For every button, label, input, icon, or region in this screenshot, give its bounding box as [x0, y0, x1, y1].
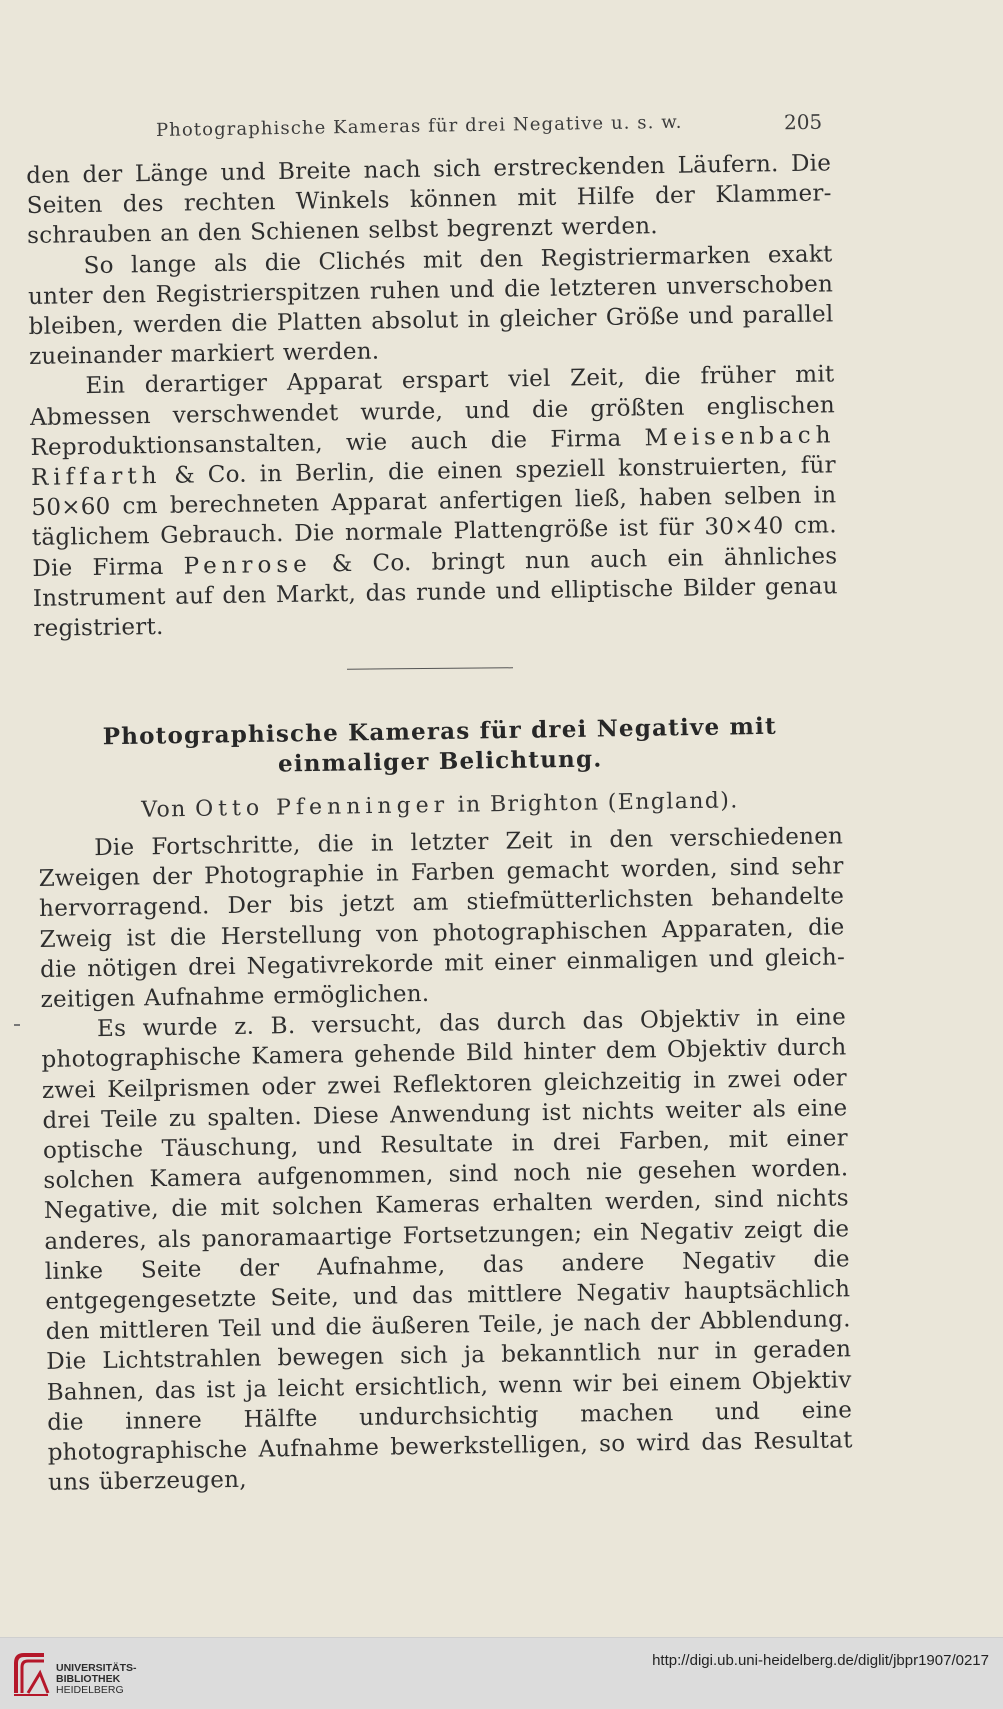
margin-mark [14, 1024, 20, 1026]
logo-text-line-1: UNIVERSITÄTS- [56, 1662, 137, 1674]
article-title: Photographische Kameras für drei Negative mit einmaliger Belichtung. [102, 712, 778, 778]
page-number: 205 [783, 109, 823, 135]
paragraph-3-text-c: & Co. bringt nun auch ein ähnliches Instrument auf den Markt, das runde und elliptische Bilder genau registriert. [32, 542, 838, 642]
article-paragraph-2: Es wurde z. B. versucht, das durch das Objektiv in eine photographische Kamera gehende Bild hinter dem Objektiv durch zwei Keilprismen oder zwei Reflektoren gleichzeitig in zwei oder drei Teile zu spalten. Diese Anwendung ist nichts weiter als eine optische Täuschung, und Resultate in drei Farben, mit einer solchen Kamera aufgenommen, sind noch nie gesehen worden. Negative, die mit solchen Kameras erhalten werden, sind nichts anderes, als panoramaartige Fortsetzungen; ein Negativ zeigt die linke Seite der Aufnahme, das andere Negativ die entgegengesetzte Seite, und das mittlere Negativ hauptsächlich den mittleren Teil und die äußeren Teile, je nach der Abblendung. Die Lichtstrahlen bewegen sich ja bekanntlich nur in geraden Bahnen, das ist ja leicht ersichtlich, wenn wir bei einem Objektiv die innere Hälfte undurchsichtig machen und eine photographische Aufnahme bewerkstelligen, so wird das Resultat uns überzeugen, [41, 1004, 853, 1497]
paragraph-3-text-b: & Co. in Berlin, die einen speziell konstruierten, für 50×60 cm berechneten Apparat anfertigen ließ, haben selben in täglichem Gebrauch. Die normale Plattengröße ist für 30×40 cm. Die Firma [31, 452, 838, 582]
source-url-link[interactable]: http://digi.ub.uni-heidelberg.de/diglit/jbpr1907/0217 [652, 1652, 989, 1669]
footer-bar [0, 1637, 1003, 1709]
section-divider [347, 667, 513, 669]
paragraph-3-text-a: Ein derartiger Apparat erspart viel Zeit, die früher mit Abmessen verschwendet wurde, und die größten englischen Reproduktionsanstalten, wie auch die Firma [29, 361, 836, 461]
article-paragraph-1: Die Fortschritte, die in letzter Zeit in den verschiedenen Zweigen der Photographie in Farben gemacht worden, sind sehr hervorragend. Der bis jetzt am stiefmütterlichsten behandelte Zweig ist die Herstellung von photographischen Apparaten, die die nötigen drei Negativrekorde mit einer einmaligen und gleich-zeitigen Aufnahme ermöglichen. [38, 823, 846, 1013]
paragraph-2: So lange als die Clichés mit den Registriermarken exakt unter den Registrierspitzen ruhen und die letzteren unverschoben bleiben, werden die Platten absolut in gleicher Größe und parallel zueinander markiert werden. [27, 240, 834, 371]
article-byline [40, 787, 840, 825]
article-body [38, 821, 853, 1498]
page-header [152, 110, 842, 148]
library-logo[interactable] [10, 1649, 137, 1701]
continued-text [26, 148, 838, 644]
firm-name-penrose: Penrose [183, 551, 312, 580]
logo-text-line-3: HEIDELBERG [56, 1684, 124, 1696]
paragraph-1: den der Länge und Breite nach sich erstreckenden Läufern. Die Seiten des rechten Winkels können mit Hilfe der Klammer-schrauben an den Schienen selbst begrenzt werden. [26, 150, 832, 250]
paragraph-3 [29, 360, 838, 644]
firm-name-riffarth: Riffarth [30, 462, 162, 491]
byline-prefix: Von [141, 796, 196, 823]
logo-text-line-2: BIBLIOTHEK [56, 1673, 121, 1685]
byline-suffix: in Brighton (England). [449, 788, 739, 818]
running-title: Photographische Kameras für drei Negative u. s. w. [155, 111, 683, 141]
library-logo-icon [10, 1649, 52, 1699]
byline-author: Otto Pfenninger [194, 792, 450, 822]
firm-name-meisenbach: Meisenbach [644, 422, 836, 452]
